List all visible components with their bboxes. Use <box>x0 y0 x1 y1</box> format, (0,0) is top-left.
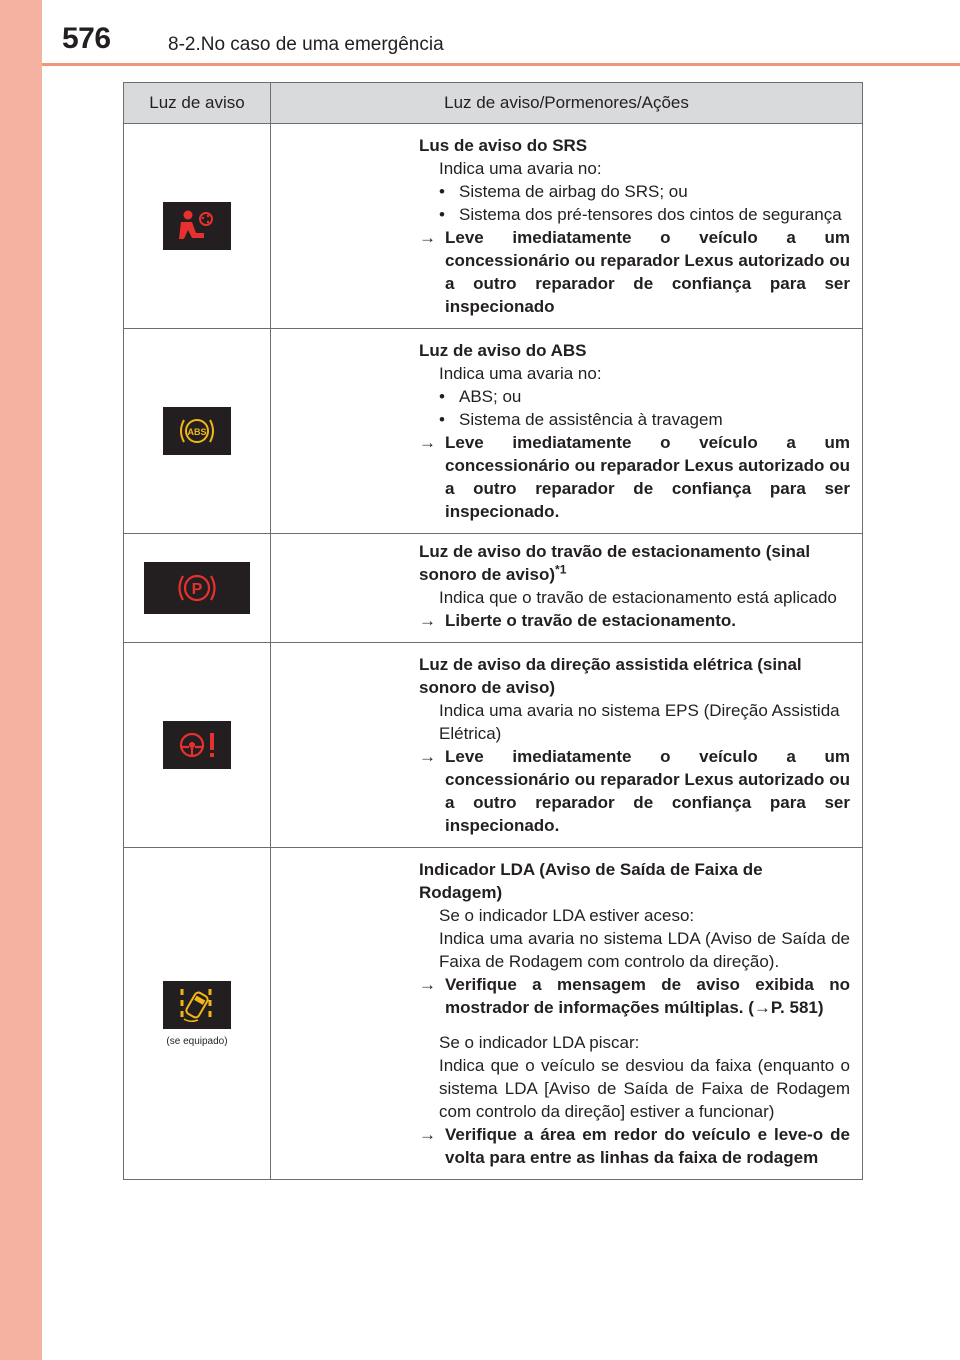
warning-intro: Indica que o travão de estacionamento está aplicado <box>439 588 837 607</box>
icon-cell <box>124 329 271 534</box>
detail-cell <box>271 534 863 643</box>
icon-cell <box>124 643 271 848</box>
bullet-item: • ABS; ou <box>439 387 522 406</box>
col-header-light: Luz de aviso <box>124 83 271 124</box>
table-row <box>124 534 863 643</box>
parking-brake-icon <box>144 562 250 614</box>
srs-airbag-icon <box>163 202 231 250</box>
arrow-icon: → <box>419 433 436 452</box>
action-text: → Verifique a área em redor do veículo e leve-o de volta para entre as linhas da faixa de rodagem <box>419 1125 850 1167</box>
table-row <box>124 848 863 1180</box>
warning-title: Luz de aviso do travão de estacionamento (sinal sonoro de aviso)$^{*1}$ <box>419 542 811 584</box>
icon-cell <box>124 534 271 643</box>
condition-text: Indica que o veículo se desviou da faixa (enquanto o sistema LDA [Aviso de Saída de Faixa de Rodagem com controlo da direção] estiver a funcionar) <box>439 1056 850 1121</box>
action-text: → Leve imediatamente o veículo a um concessionário ou reparador Lexus autorizado ou a outro reparador de confiança para ser inspecionado. <box>419 747 850 835</box>
warning-title: Luz de aviso da direção assistida elétrica (sinal sonoro de aviso) <box>419 655 802 697</box>
condition-label: Se o indicador LDA piscar: <box>439 1033 640 1052</box>
action-text: → Leve imediatamente o veículo a um concessionário ou reparador Lexus autorizado ou a outro reparador de confiança para ser inspecionado. <box>419 433 850 521</box>
side-color-band <box>0 0 42 1360</box>
condition-label: Se o indicador LDA estiver aceso: <box>439 906 695 925</box>
warning-intro: Indica uma avaria no sistema EPS (Direção Assistida Elétrica) <box>439 701 840 743</box>
power-steering-icon <box>163 721 231 769</box>
arrow-icon: → <box>419 747 436 766</box>
icon-cell <box>124 124 271 329</box>
table-row <box>124 124 863 329</box>
svg-text:ABS: ABS <box>187 426 207 437</box>
equipment-note: (se equipado) <box>166 1035 228 1047</box>
footnote-marker: *1 <box>555 562 567 577</box>
bullet-item: • Sistema de airbag do SRS; ou <box>439 182 688 201</box>
bullet-item: • Sistema dos pré-tensores dos cintos de segurança <box>439 205 842 224</box>
action-text: → Leve imediatamente o veículo a um concessionário ou reparador Lexus autorizado ou a outro reparador de confiança para ser inspecionado <box>419 228 850 316</box>
arrow-icon: → <box>419 975 436 994</box>
header-rule <box>42 63 960 66</box>
action-text: → Liberte o travão de estacionamento. <box>419 611 736 630</box>
arrow-icon: → <box>419 1125 436 1144</box>
detail-cell <box>271 848 863 1180</box>
warning-light-table <box>123 82 863 1180</box>
lane-departure-icon <box>163 981 231 1029</box>
action-text: → Verifique a mensagem de aviso exibida no mostrador de informações múltiplas. (→P. 581) <box>419 975 850 1017</box>
bullet-item: • Sistema de assistência à travagem <box>439 410 723 429</box>
icon-cell <box>124 848 271 1180</box>
detail-cell <box>271 329 863 534</box>
warning-title: Lus de aviso do SRS <box>419 136 588 155</box>
section-title: 8-2.No caso de uma emergência <box>168 34 444 55</box>
abs-icon <box>163 407 231 455</box>
arrow-icon: → <box>419 611 436 630</box>
arrow-icon: → <box>419 228 436 247</box>
warning-intro: Indica uma avaria no: <box>439 159 602 178</box>
page-number: 576 <box>62 22 111 55</box>
detail-cell <box>271 643 863 848</box>
warning-title: Indicador LDA (Aviso de Saída de Faixa de Rodagem) <box>419 860 763 902</box>
svg-text:P: P <box>191 580 203 598</box>
table-header-row <box>124 83 863 124</box>
condition-text: Indica uma avaria no sistema LDA (Aviso de Saída de Faixa de Rodagem com controlo da direção). <box>439 929 850 971</box>
warning-intro: Indica uma avaria no: <box>439 364 602 383</box>
table-row <box>124 329 863 534</box>
warning-title: Luz de aviso do ABS <box>419 341 587 360</box>
col-header-details: Luz de aviso/Pormenores/Ações <box>271 83 863 124</box>
table-row <box>124 643 863 848</box>
detail-cell <box>271 124 863 329</box>
